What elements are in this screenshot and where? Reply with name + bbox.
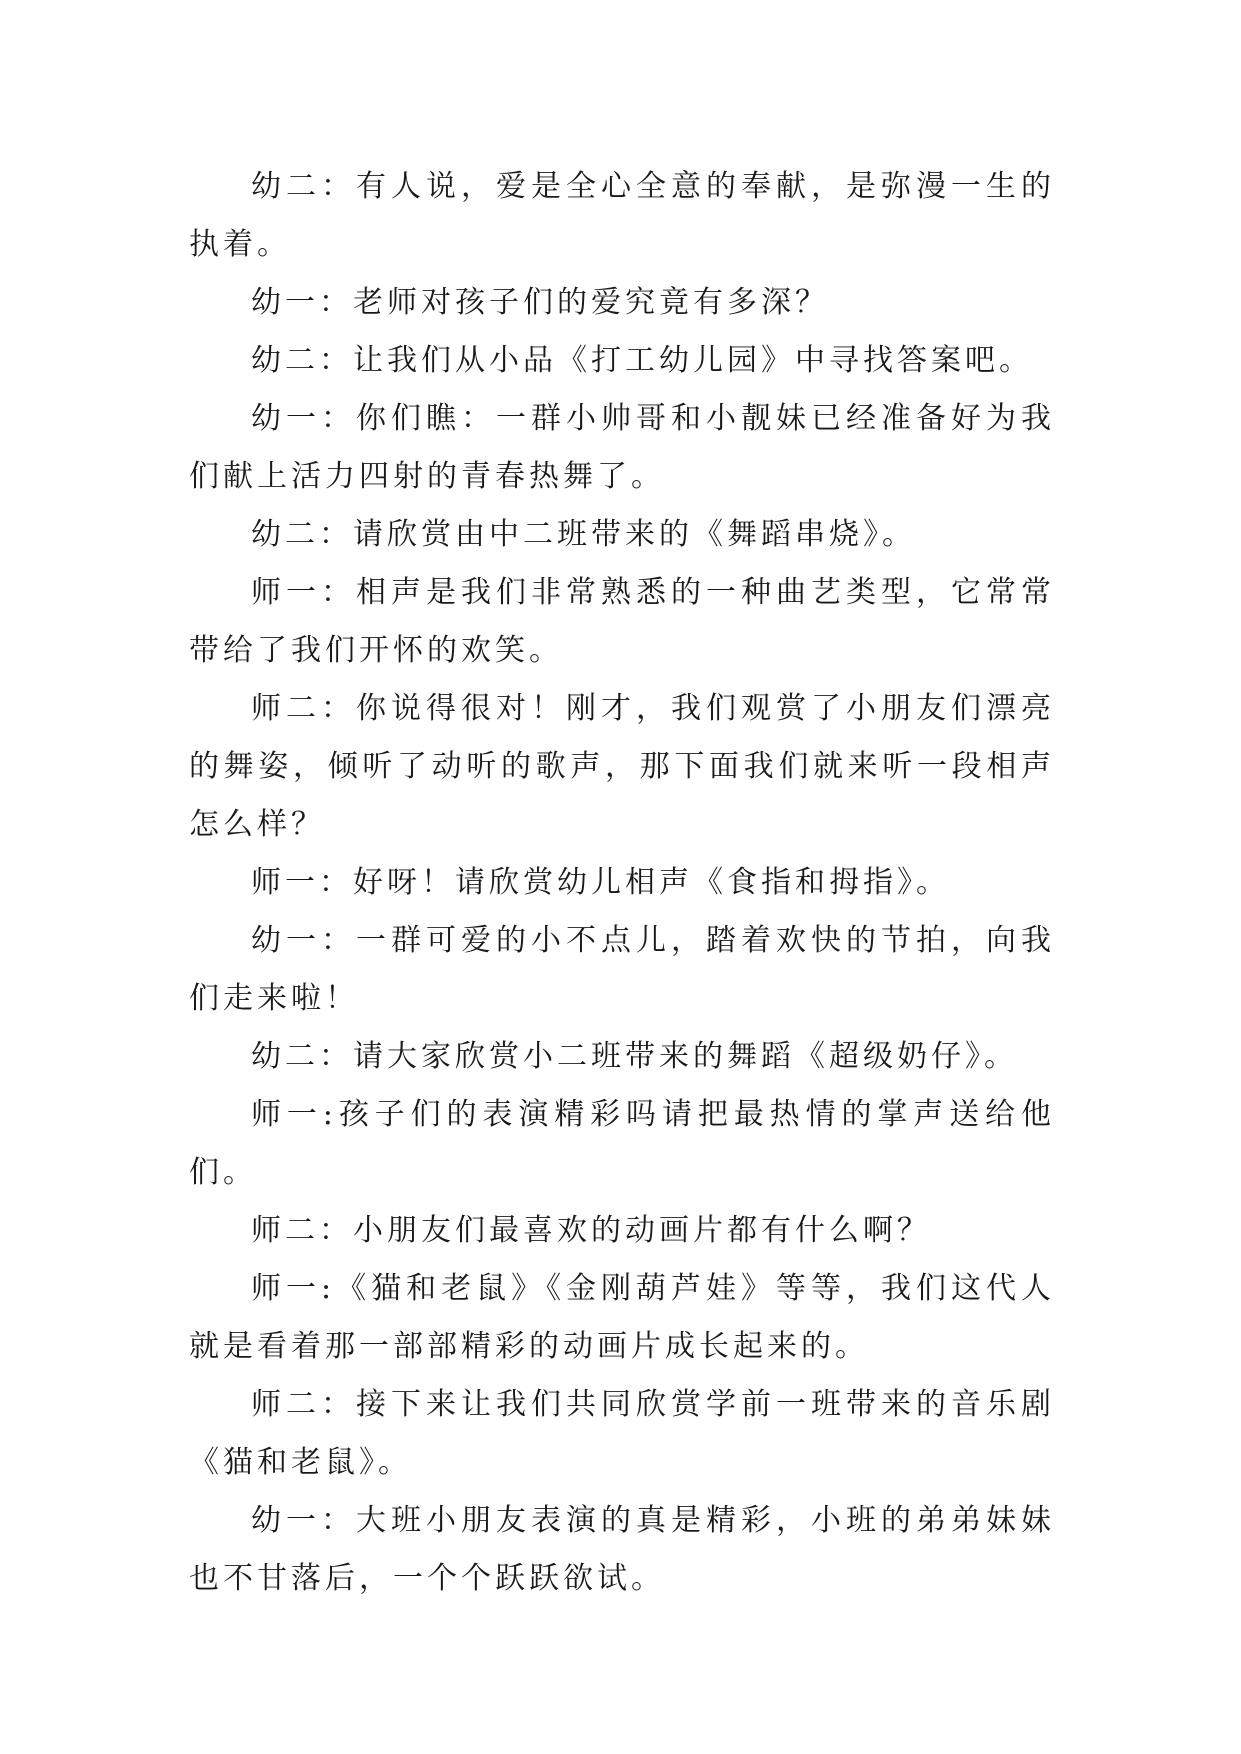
script-line: 幼二：有人说，爱是全心全意的奉献，是弥漫一生的执着。 xyxy=(189,169,1055,262)
script-line: 师一：相声是我们非常熟悉的一种曲艺类型，它常常带给了我们开怀的欢笑。 xyxy=(189,575,1055,668)
script-line: 幼二：让我们从小品《打工幼儿园》中寻找答案吧。 xyxy=(251,343,1033,378)
script-line: 幼一：大班小朋友表演的真是精彩，小班的弟弟妹妹也不甘落后，一个个跃跃欲试。 xyxy=(189,1503,1055,1596)
document-body xyxy=(189,158,1055,1608)
script-line: 师二：你说得很对！刚才，我们观赏了小朋友们漂亮的舞姿，倾听了动听的歌声，那下面我们就来听一段相声怎么样？ xyxy=(189,691,1055,842)
script-line: 幼一：你们瞧：一群小帅哥和小靓妹已经准备好为我们献上活力四射的青春热舞了。 xyxy=(189,401,1055,494)
script-line: 师一:孩子们的表演精彩吗请把最热情的掌声送给他们。 xyxy=(189,1097,1055,1190)
script-line: 幼二：请大家欣赏小二班带来的舞蹈《超级奶仔》。 xyxy=(251,1039,1018,1074)
script-line: 幼一：一群可爱的小不点儿，踏着欢快的节拍，向我们走来啦！ xyxy=(189,923,1055,1016)
script-line: 幼二：请欣赏由中二班带来的《舞蹈串烧》。 xyxy=(251,517,916,552)
script-line: 师二：接下来让我们共同欣赏学前一班带来的音乐剧《猫和老鼠》。 xyxy=(189,1387,1055,1480)
script-line: 师二：小朋友们最喜欢的动画片都有什么啊？ xyxy=(251,1213,931,1248)
script-line: 师一:《猫和老鼠》《金刚葫芦娃》等等，我们这代人就是看着那一部部精彩的动画片成长起来的。 xyxy=(189,1271,1055,1364)
script-line: 幼一：老师对孩子们的爱究竟有多深？ xyxy=(251,285,829,320)
script-line: 师一：好呀！请欣赏幼儿相声《食指和拇指》。 xyxy=(251,865,950,900)
